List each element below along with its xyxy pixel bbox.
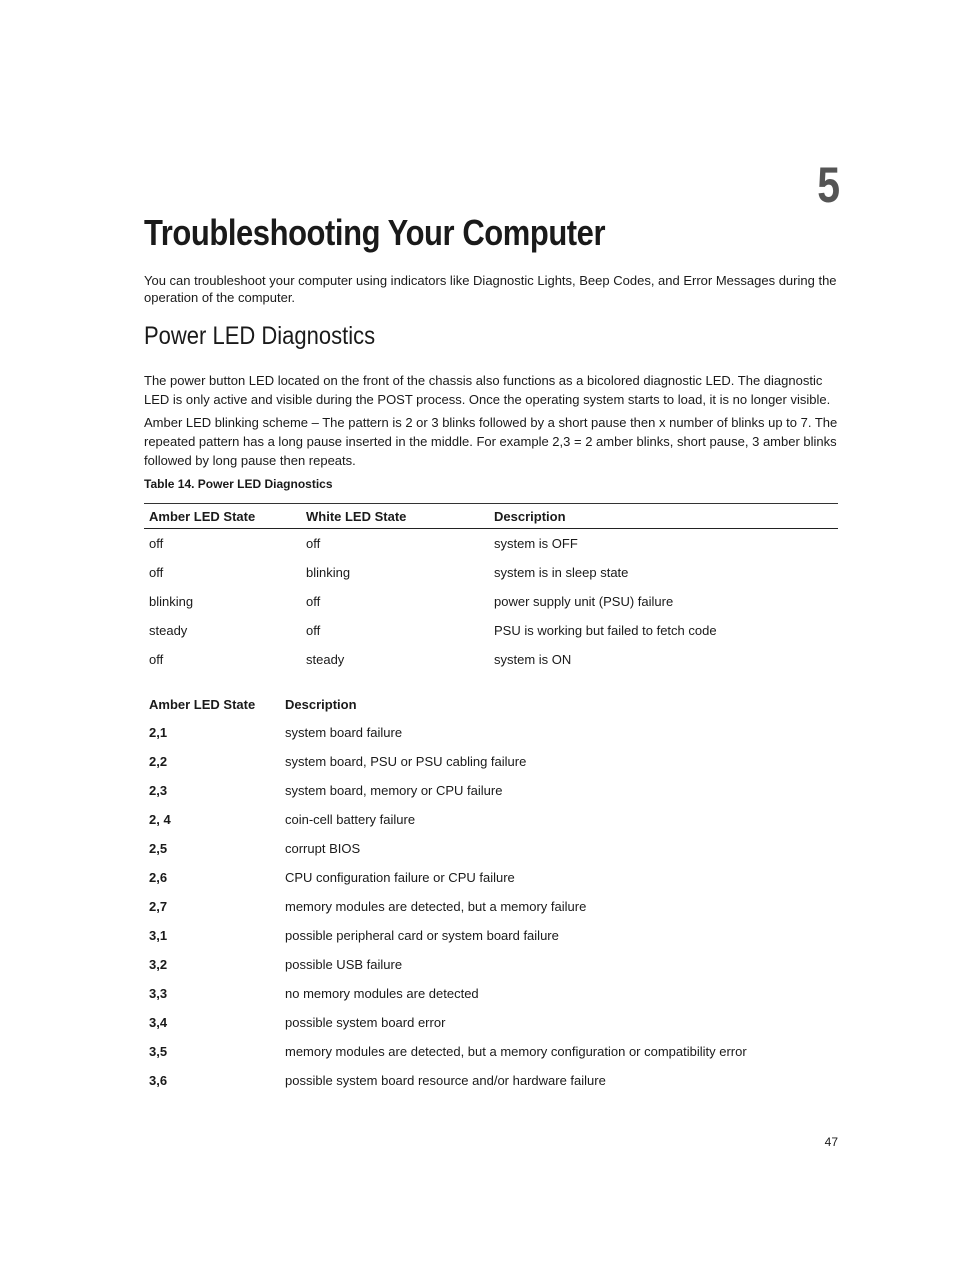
table-row [144,863,838,892]
table-cell: coin-cell battery failure [285,812,416,827]
table-cell: 2, 4 [149,812,171,827]
table-cell: PSU is working but failed to fetch code [494,623,717,638]
table-cell: 3,4 [149,1015,168,1030]
table-cell: possible system board error [285,1015,446,1030]
column-header: Description [285,696,357,712]
table-cell: blinking [306,565,351,580]
table-caption: Table 14. Power LED Diagnostics [144,477,333,491]
section-paragraph: Amber LED blinking scheme – The pattern is 2 or 3 blinks followed by a short pause then x number of blinks up to 7. The repeated pattern has a long pause inserted in the middle. For example 2,3 = 2 amber blinks, short pause, 3 amber blinks followed by long pause then repeats. [144,415,838,468]
table-row [144,645,838,674]
chapter-number: 5 [817,157,840,213]
table-cell: system is ON [494,652,572,667]
table-cell: system board failure [285,725,403,740]
table-cell: system is OFF [494,536,578,551]
amber-led-codes-table [144,690,838,1095]
table-cell: off [306,623,321,638]
chapter-intro: You can troubleshoot your computer using indicators like Diagnostic Lights, Beep Codes, and Error Messages during the operation of the computer. [144,273,837,305]
table-cell: system board, memory or CPU failure [285,783,503,798]
table-row [144,1066,838,1095]
table-cell: system board, PSU or PSU cabling failure [285,754,527,769]
table-cell: off [306,536,321,551]
table-cell: 3,1 [149,928,168,943]
section-paragraph: The power button LED located on the front of the chassis also functions as a bicolored diagnostic LED. The diagnostic LED is only active and visible during the POST process. Once the operating system starts to load, it is no longer visible. [144,373,831,407]
table-cell: 2,6 [149,870,168,885]
table-cell: 3,3 [149,986,168,1001]
table-row [144,616,838,645]
page-number: 47 [824,1135,838,1149]
table-cell: memory modules are detected, but a memory configuration or compatibility error [285,1044,747,1059]
power-led-table [144,503,838,674]
table-row [144,776,838,805]
table-cell: off [149,565,164,580]
table-cell: 2,7 [149,899,168,914]
table-row [144,950,838,979]
table-row [144,979,838,1008]
table-row [144,587,838,616]
table-cell: 2,1 [149,725,168,740]
table-cell: off [149,536,164,551]
column-header: Amber LED State [149,696,256,712]
table-cell: possible USB failure [285,957,403,972]
table-cell: 2,5 [149,841,168,856]
section-heading: Power LED Diagnostics [144,322,376,350]
column-header: White LED State [301,504,489,529]
table-cell: system is in sleep state [494,565,629,580]
table-cell: possible peripheral card or system board failure [285,928,559,943]
table-row [144,558,838,587]
page-title: Troubleshooting Your Computer [144,212,606,253]
table-cell: 3,2 [149,957,168,972]
column-header: Description [489,504,838,529]
table-row [144,1037,838,1066]
table-row [144,747,838,776]
table-cell: corrupt BIOS [285,841,361,856]
table-row [144,805,838,834]
table-cell: off [149,652,164,667]
table-cell: steady [306,652,345,667]
table-row [144,1008,838,1037]
table-cell: 3,6 [149,1073,168,1088]
table-cell: CPU configuration failure or CPU failure [285,870,515,885]
table-row [144,718,838,747]
column-header: Amber LED State [144,504,301,529]
table-header-row [144,690,838,718]
table-row [144,529,838,559]
table-cell: blinking [149,594,194,609]
table-cell: possible system board resource and/or hardware failure [285,1073,606,1088]
table-cell: 2,2 [149,754,168,769]
table-cell: memory modules are detected, but a memory failure [285,899,587,914]
table-cell: off [306,594,321,609]
table-cell: no memory modules are detected [285,986,479,1001]
table-header-row [144,504,838,529]
table-row [144,921,838,950]
table-row [144,892,838,921]
table-cell: 3,5 [149,1044,168,1059]
table-cell: power supply unit (PSU) failure [494,594,674,609]
table-cell: steady [149,623,188,638]
table-row [144,834,838,863]
table-cell: 2,3 [149,783,168,798]
